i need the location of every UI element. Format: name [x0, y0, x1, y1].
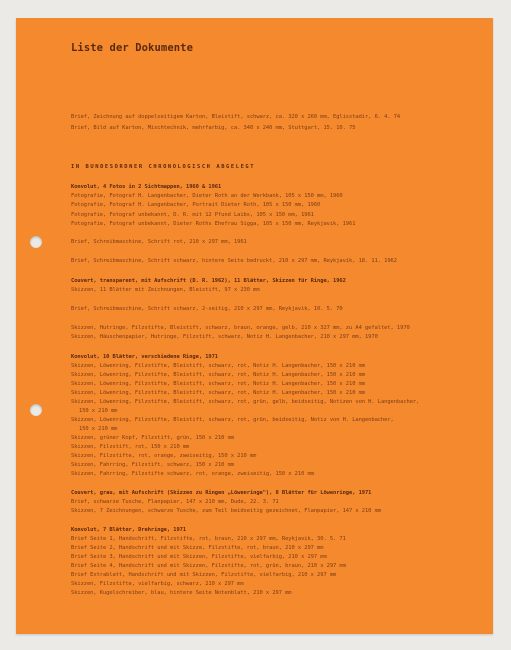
page-title: Liste der Dokumente	[71, 42, 194, 54]
group-heading: Couvert, grau, mit Aufschrift (Skizzen zu Ringen „Löwenringe"), 8 Blätter für Löwenringe, 1971	[71, 490, 372, 496]
list-item: Brief, Schreibmaschine, Schrift schwarz, hintere Seite bedruckt, 210 x 297 mm, Reykjavik, 18. 11. 1962	[71, 258, 397, 264]
list-item-continued: 150 x 210 mm	[79, 426, 118, 432]
list-item: Brief Seite 1, Handschrift, Filzstifte, rot, braun, 210 x 297 mm, Reykjavik, 30. 5. 71	[71, 536, 346, 542]
list-item: Skizzen, 7 Zeichnungen, schwarze Tusche, zum Teil beidseitig gezeichnet, Flanpapier, 147 x 210 mm	[71, 508, 381, 514]
list-item: Brief Seite 4, Handschrift und mit Skizzen, Filzstifte, rot, grün, braun, 210 x 297 mm	[71, 563, 346, 569]
punch-hole-bottom	[30, 404, 42, 416]
list-item: Skizzen, Löwenring, Filzstifte, Bleistift, schwarz, rot, grün, beidseitig, Notiz von H. Langenbacher,	[71, 417, 394, 423]
group-heading: Couvert, transparent, mit Aufschrift (D. R. 1962), 11 Blätter, Skizzen für Ringe, 1962	[71, 278, 346, 284]
list-item: Skizzen, 11 Blätter mit Zeichnungen, Bleistift, 97 x 230 mm	[71, 287, 260, 293]
list-item: Brief Seite 3, Handschrift und mit Skizzen, Filzstifte, vielfarbig, 210 x 297 mm	[71, 554, 327, 560]
list-item: Skizzen, Kugelschreiber, blau, hintere Seite Notenblatt, 210 x 297 mm	[71, 590, 292, 596]
list-item: Skizzen, Fahrring, Filzstifte schwarz, rot, orange, zweiseitig, 150 x 210 mm	[71, 471, 314, 477]
list-item: Brief, Schreibmaschine, Schrift schwarz, 2-seitig, 210 x 297 mm, Reykjavik, 10. 5. 70	[71, 306, 343, 312]
list-item: Fotografie, Fotograf H. Langenbacher, Dieter Roth an der Werkbank, 105 x 150 mm, 1960	[71, 193, 343, 199]
punch-hole-top	[30, 236, 42, 248]
list-item: Skizzen, grüner Kopf, Filzstift, grün, 150 x 210 mm	[71, 435, 234, 441]
group-heading: Konvolut, 10 Blätter, verschiedene Ringe, 1971	[71, 354, 218, 360]
list-item: Skizzen, Häuschenpapier, Hutringe, Filzstift, schwarz, Notiz H. Langenbacher, 210 x 297 mm, 1970	[71, 334, 378, 340]
list-item: Brief, Schreibmaschine, Schrift rot, 210 x 297 mm, 1961	[71, 239, 247, 245]
list-item: Skizzen, Filzstifte, rot, orange, zweiseitig, 150 x 210 mm	[71, 453, 257, 459]
intro-line: Brief, Zeichnung auf doppelseitigem Karton, Bleistift, schwarz, ca. 320 x 260 mm, Eglisstadir, 6. 4. 74	[71, 114, 401, 120]
list-item: Skizzen, Löwenring, Filzstifte, Bleistift, schwarz, rot, Notiz H. Langenbacher, 150 x 210 mm	[71, 390, 365, 396]
list-item: Skizzen, Filzstift, rot, 150 x 210 mm	[71, 444, 190, 450]
section-heading: IN BUNDESORDNER CHRONOLOGISCH ABGELEGT	[71, 164, 256, 170]
list-item: Skizzen, Löwenring, Filzstifte, Bleistift, schwarz, rot, Notiz H. Langenbacher, 150 x 210 mm	[71, 381, 365, 387]
list-item: Brief, schwarze Tusche, Flanpapier, 147 x 210 mm, Dude, 22. 3. 71	[71, 499, 279, 505]
list-item: Brief Extrablatt, Handschrift und mit Skizzen, Filzstifte, vielfarbig, 210 x 297 mm	[71, 572, 337, 578]
list-item: Skizzen, Filzstifte, vielfarbig, schwarz, 210 x 297 mm	[71, 581, 244, 587]
list-item-continued: 150 x 210 mm	[79, 408, 118, 414]
list-item: Fotografie, Fotograf unbekannt, Dieter Roths Ehefrau Sigga, 105 x 150 mm, Reykjavik, 1961	[71, 221, 356, 227]
list-item: Skizzen, Löwenring, Filzstifte, Bleistift, schwarz, rot, Notiz H. Langenbacher, 150 x 210 mm	[71, 372, 365, 378]
group-heading: Konvolut, 7 Blätter, Drehringe, 1971	[71, 527, 187, 533]
list-item: Fotografie, Fotograf H. Langenbacher, Portrait Dieter Roth, 105 x 150 mm, 1960	[71, 202, 321, 208]
list-item: Skizzen, Löwenring, Filzstifte, Bleistift, schwarz, rot, grün, gelb, beidseitig, Notizen von H. Langenbacher,	[71, 399, 420, 405]
list-item: Skizzen, Fahrring, Filzstift, schwarz, 150 x 210 mm	[71, 462, 234, 468]
list-item: Brief Seite 2, Handschrift und mit Skizze, Filzstifte, rot, braun, 210 x 297 mm	[71, 545, 324, 551]
group-heading: Konvolut, 4 Fotos in 2 Sichtmappen, 1960 & 1961	[71, 184, 222, 190]
list-item: Fotografie, Fotograf unbekannt, D. R. mit 12 Pfund Laibs, 105 x 150 mm, 1961	[71, 212, 314, 218]
list-item: Skizzen, Löwenring, Filzstifte, Bleistift, schwarz, rot, Notiz H. Langenbacher, 150 x 210 mm	[71, 363, 365, 369]
intro-line: Brief, Bild auf Karton, Mischtechnik, mehrfarbig, ca. 340 x 240 mm, Stuttgart, 15. 10. 75	[71, 125, 356, 131]
list-item: Skizzen, Hutringe, Filzstifte, Bleistift, schwarz, braun, orange, gelb, 210 x 327 mm, zu A4 gefaltet, 1970	[71, 325, 410, 331]
